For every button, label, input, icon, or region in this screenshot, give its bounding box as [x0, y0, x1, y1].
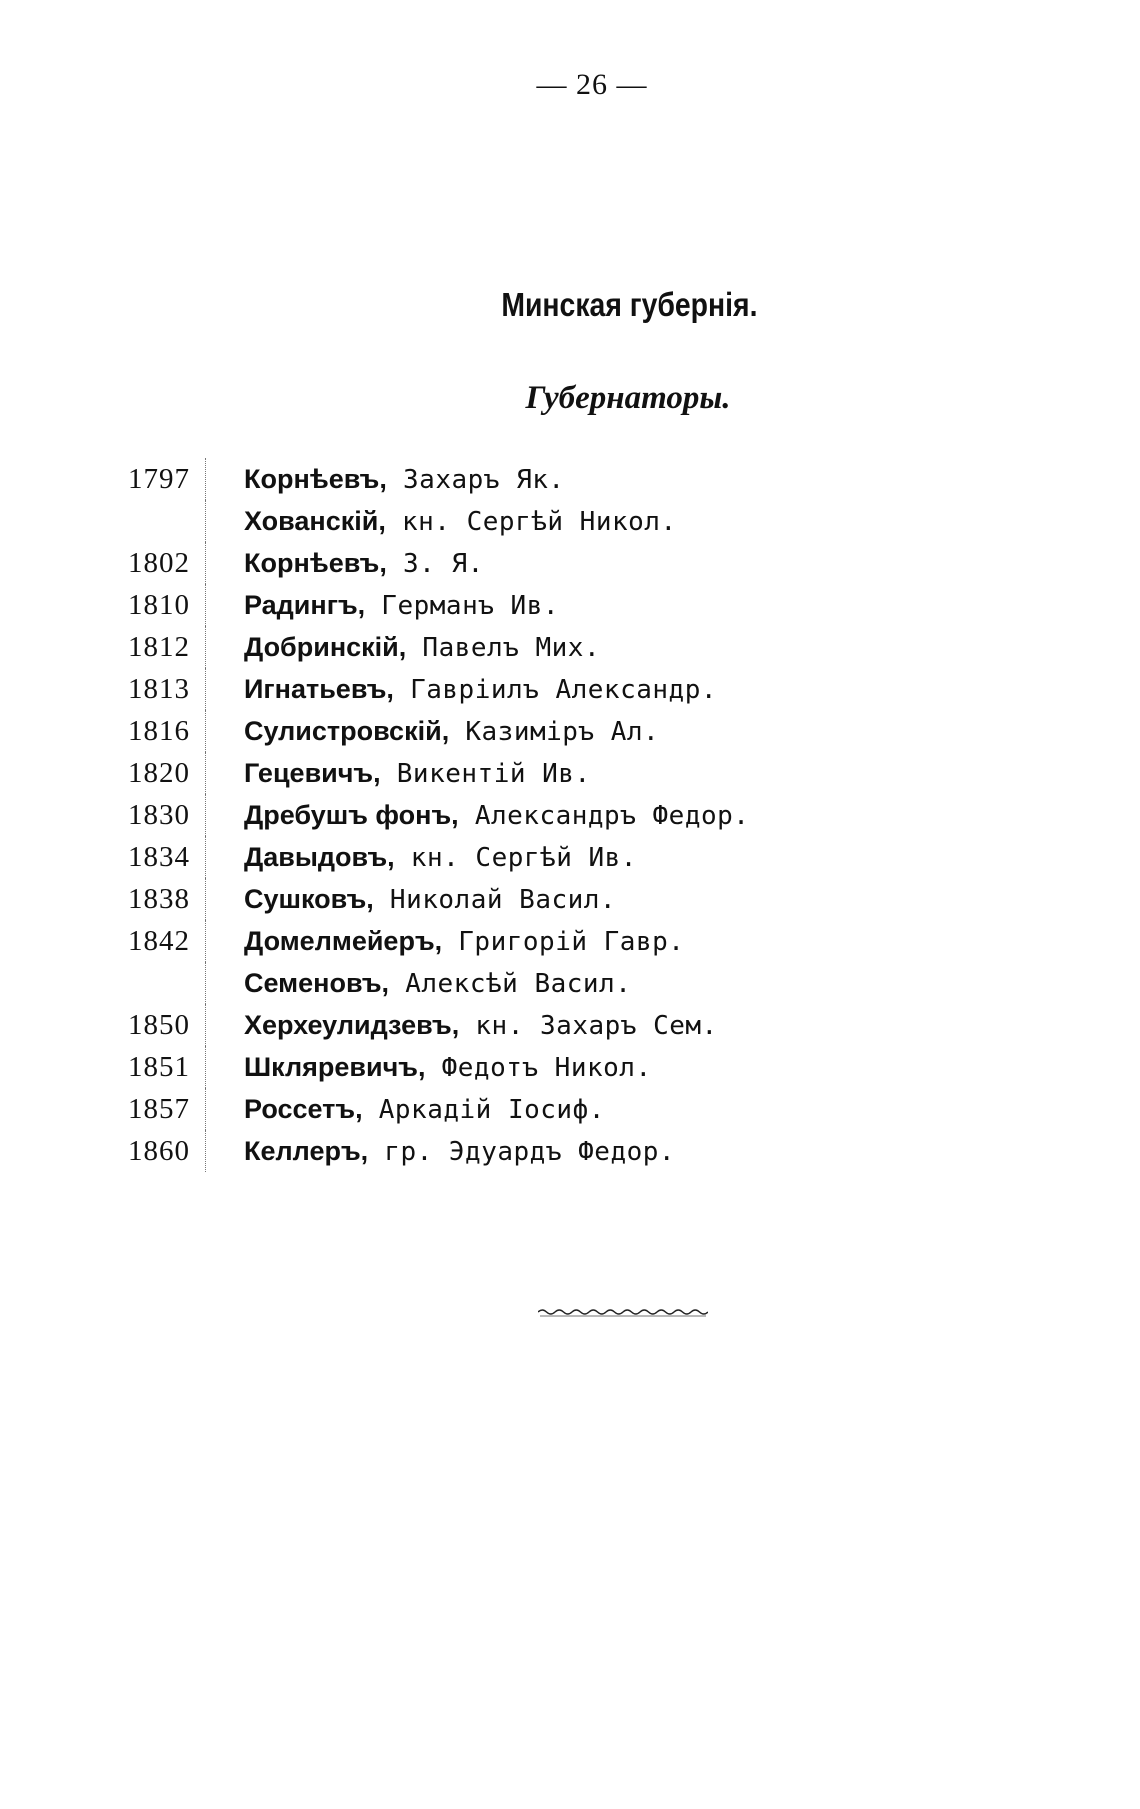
governor-entry	[244, 794, 749, 837]
governor-name-details: Григорій Гавр.	[442, 927, 685, 957]
governor-year: 1802	[128, 547, 190, 579]
governor-year: 1860	[128, 1135, 190, 1167]
column-rule	[205, 794, 206, 836]
governor-surname: Шкляревичъ,	[244, 1052, 426, 1082]
governor-surname: Гецевичъ,	[244, 758, 381, 788]
governor-row	[110, 1046, 910, 1088]
governor-surname: Домелмейеръ,	[244, 926, 443, 956]
column-rule	[205, 1004, 206, 1046]
governor-name-details: Павелъ Мих.	[406, 633, 601, 663]
column-rule	[205, 710, 206, 752]
column-rule	[205, 920, 206, 962]
governor-surname: Добринскій,	[244, 632, 407, 662]
governor-surname: Хованскій,	[244, 506, 386, 536]
governor-year: 1834	[128, 841, 190, 873]
governor-year: 1797	[128, 463, 190, 495]
page-number: — 26 —	[536, 68, 648, 101]
section-title: Минская губернія.	[501, 286, 758, 323]
governor-entry	[244, 668, 717, 711]
column-rule	[205, 752, 206, 794]
governor-year: 1857	[128, 1093, 190, 1125]
governor-row	[110, 584, 910, 626]
governor-surname: Игнатьевъ,	[244, 674, 394, 704]
governor-name-details: кн. Захаръ Сем.	[459, 1011, 718, 1041]
end-ornament	[538, 1306, 708, 1320]
governor-entry	[244, 626, 600, 669]
governor-name-details: З. Я.	[386, 549, 484, 579]
governor-year: 1810	[128, 589, 190, 621]
governor-surname: Келлеръ,	[244, 1136, 369, 1166]
governor-entry	[244, 878, 616, 921]
subsection-title: Губернаторы.	[525, 380, 731, 416]
governor-surname: Херхеулидзевъ,	[244, 1010, 460, 1040]
governor-name-details: Викентій Ив.	[380, 759, 591, 789]
governor-entry	[244, 500, 677, 543]
governor-row	[110, 458, 910, 500]
governor-name-details: Николай Васил.	[373, 885, 617, 915]
governor-surname: Дребушъ фонъ,	[244, 800, 459, 830]
column-rule	[205, 962, 206, 1004]
governor-row	[110, 752, 910, 794]
governor-surname: Корнѣевъ,	[244, 464, 387, 494]
governor-entry	[244, 710, 659, 753]
governor-entry	[244, 752, 591, 795]
governor-surname: Давыдовъ,	[244, 842, 395, 872]
governor-entry	[244, 584, 559, 627]
column-rule	[205, 500, 206, 542]
column-rule	[205, 878, 206, 920]
governor-row	[110, 710, 910, 752]
governor-row	[110, 794, 910, 836]
governors-list	[110, 458, 910, 1172]
governor-year: 1851	[128, 1051, 190, 1083]
governor-name-details: Гавріилъ Александр.	[393, 675, 718, 705]
governor-entry	[244, 1088, 605, 1131]
governor-row	[110, 500, 910, 542]
governor-year: 1842	[128, 925, 190, 957]
governor-entry	[244, 1004, 718, 1047]
governor-name-details: кн. Сергѣй Никол.	[385, 507, 677, 537]
governor-row	[110, 920, 910, 962]
column-rule	[205, 1088, 206, 1130]
governor-name-details: Александръ Федор.	[458, 801, 750, 831]
governor-row	[110, 626, 910, 668]
governor-row	[110, 668, 910, 710]
column-rule	[205, 668, 206, 710]
governor-name-details: кн. Сергѣй Ив.	[394, 843, 637, 873]
governor-name-details: Захаръ Як.	[386, 465, 565, 495]
governor-row	[110, 836, 910, 878]
governor-name-details: Алексѣй Васил.	[389, 969, 632, 999]
governor-name-details: Казиміръ Ал.	[449, 717, 660, 747]
governor-year: 1820	[128, 757, 190, 789]
governor-surname: Россетъ,	[244, 1094, 363, 1124]
governor-entry	[244, 836, 637, 879]
column-rule	[205, 458, 206, 500]
governor-surname: Радингъ,	[244, 590, 366, 620]
governor-name-details: Германъ Ив.	[365, 591, 559, 621]
column-rule	[205, 1046, 206, 1088]
governor-row	[110, 1004, 910, 1046]
governor-row	[110, 962, 910, 1004]
governor-entry	[244, 1130, 675, 1173]
governor-entry	[244, 1046, 652, 1089]
governor-year: 1838	[128, 883, 190, 915]
governor-row	[110, 1088, 910, 1130]
column-rule	[205, 836, 206, 878]
governor-name-details: Федотъ Никол.	[425, 1053, 652, 1083]
governor-surname: Семеновъ,	[244, 968, 390, 998]
column-rule	[205, 626, 206, 668]
governor-entry	[244, 962, 631, 1005]
governor-year: 1830	[128, 799, 190, 831]
governor-surname: Сушковъ,	[244, 884, 374, 914]
column-rule	[205, 584, 206, 626]
governor-row	[110, 878, 910, 920]
column-rule	[205, 542, 206, 584]
governor-row	[110, 1130, 910, 1172]
governor-year: 1812	[128, 631, 190, 663]
governor-year: 1850	[128, 1009, 190, 1041]
governor-year: 1813	[128, 673, 190, 705]
governor-entry	[244, 458, 565, 501]
governor-entry	[244, 920, 684, 963]
governor-surname: Сулистровскій,	[244, 716, 450, 746]
governor-surname: Корнѣевъ,	[244, 548, 387, 578]
column-rule	[205, 1130, 206, 1172]
governor-row	[110, 542, 910, 584]
governor-entry	[244, 542, 484, 585]
governor-name-details: Аркадій Іосиф.	[362, 1095, 605, 1125]
governor-name-details: гр. Эдуардъ Федор.	[368, 1137, 676, 1167]
wavy-rule	[538, 1310, 708, 1314]
governor-year: 1816	[128, 715, 190, 747]
